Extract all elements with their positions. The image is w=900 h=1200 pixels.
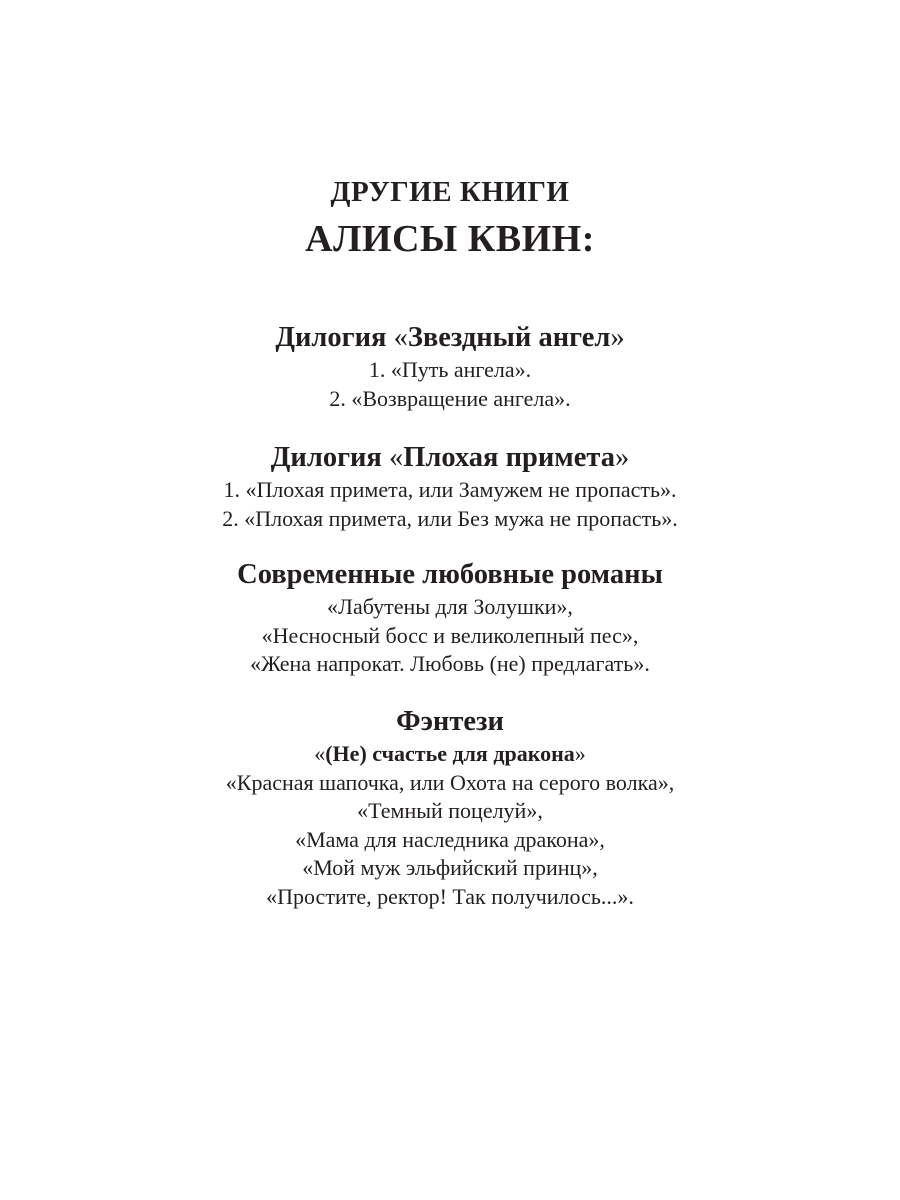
section-contemporary-romance [0, 557, 900, 679]
book-item: «Простите, ректор! Так получилось...». [266, 883, 634, 909]
book-item: 1. «Плохая примета, или Замужем не пропасть». [223, 477, 677, 502]
book-item: «Мама для наследника дракона», [295, 826, 605, 852]
book-item: 2. «Плохая примета, или Без мужа не пропасть». [222, 505, 678, 531]
book-item: «Лабутены для Золушки», [327, 594, 573, 619]
book-item: «Темный поцелуй», [357, 798, 543, 823]
heading-prefix: Дилогия [270, 442, 389, 473]
section-heading [0, 320, 900, 356]
book-item: «Несносный босс и великолепный пес», [261, 622, 639, 648]
page-title-line-2: АЛИСЫ КВИН: [305, 218, 595, 260]
book-item: «Жена напрокат. Любовь (не) предлагать». [250, 651, 650, 676]
quote-open: « [393, 322, 408, 353]
section-plokhaya-primeta [0, 440, 900, 533]
page-title-line-1: ДРУГИЕ КНИГИ [330, 176, 570, 208]
featured-book-name: (Не) счастье для дракона [325, 741, 575, 766]
series-name: Звездный ангел [407, 322, 611, 353]
featured-book-item [0, 740, 900, 769]
book-item: 1. «Путь ангела». [368, 357, 532, 382]
section-heading [0, 440, 900, 476]
section-fantasy [0, 704, 900, 911]
quote-open: « [388, 442, 404, 473]
series-name: Плохая примета [403, 442, 615, 473]
heading-prefix: Дилогия [275, 322, 394, 353]
section-heading: Фэнтези [396, 706, 504, 737]
quote-close: » [614, 442, 630, 473]
quote-open: « [314, 741, 326, 766]
book-item: 2. «Возвращение ангела». [329, 385, 571, 411]
section-heading: Современные любовные романы [237, 559, 663, 590]
book-item: «Мой муж эльфийский принц», [302, 855, 598, 880]
quote-close: » [610, 322, 625, 353]
section-zvezdny-angel [0, 320, 900, 413]
quote-close: » [574, 741, 586, 766]
book-item: «Красная шапочка, или Охота на серого волка», [225, 769, 675, 795]
